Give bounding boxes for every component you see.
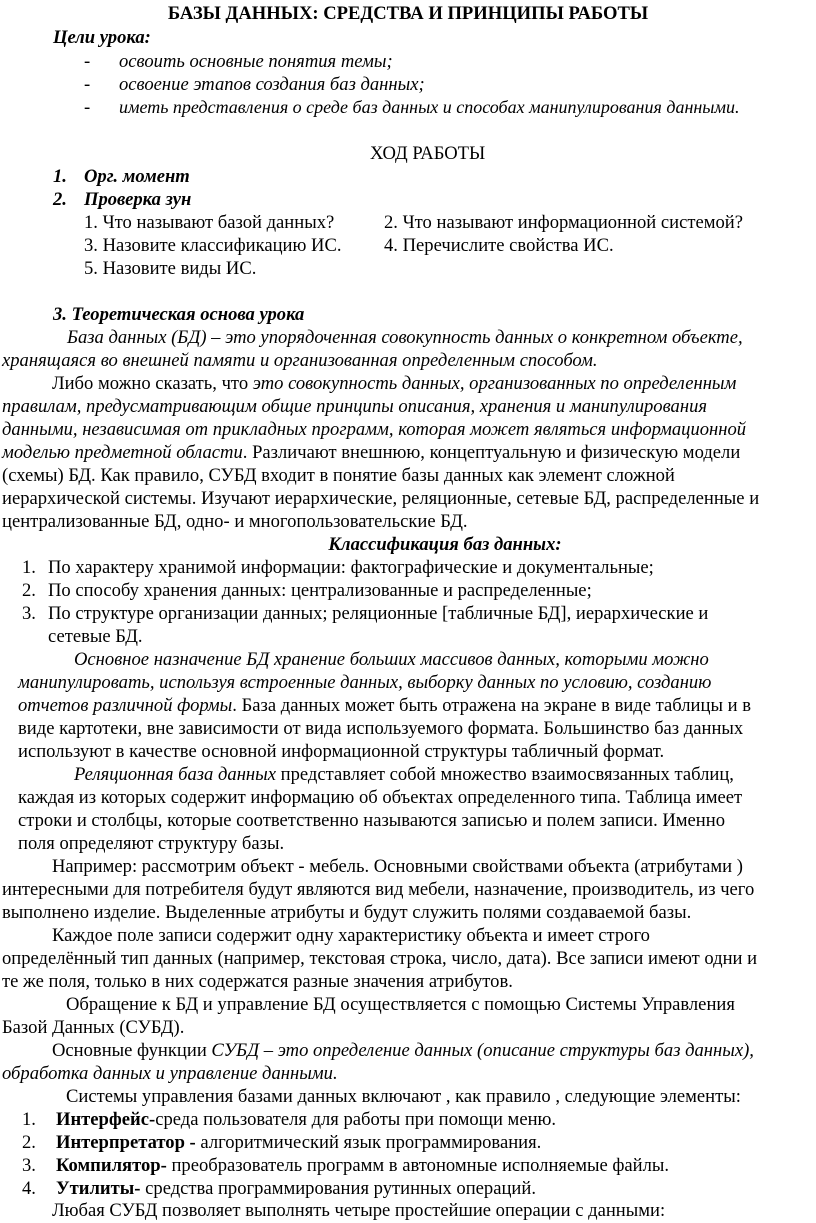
- list-item: [56, 1108, 556, 1132]
- goal-bullet: -: [84, 74, 91, 95]
- paragraph-line: Системы управления базами данных включают , как правило , следующие элементы:: [66, 1086, 741, 1107]
- paragraph-line: Обращение к БД и управление БД осуществляется с помощью Системы Управления: [66, 994, 735, 1015]
- paragraph-line: Каждое поле записи содержит одну характеристику объекта и имеет строго: [52, 925, 650, 946]
- paragraph-line: виде картотеки, вне зависимости от вида используемого формата. Большинство баз данных: [18, 718, 744, 739]
- goal-item: освоить основные понятия темы;: [119, 51, 393, 72]
- text-span: . Различают внешнюю, концептуальную и физическую модели: [242, 442, 741, 463]
- list-item: [56, 1177, 536, 1201]
- list-number: 1.: [22, 557, 36, 578]
- document-title: БАЗЫ ДАННЫХ: СРЕДСТВА И ПРИНЦИПЫ РАБОТЫ: [167, 3, 649, 24]
- goal-bullet: -: [84, 97, 91, 118]
- list-desc: средства программирования рутинных операций.: [145, 1178, 536, 1199]
- list-desc: среда пользователя для работы при помощи меню.: [155, 1109, 557, 1130]
- list-item: По характеру хранимой информации: фактографические и документальные;: [48, 557, 654, 578]
- paragraph-line: те же поля, только в них содержатся разные значения атрибутов.: [2, 971, 513, 992]
- list-number: 3.: [22, 1155, 36, 1176]
- list-term: Интерфейс-: [56, 1109, 156, 1130]
- paragraph-line: выполнено изделие. Выделенные атрибуты и будут служить полями создаваемой базы.: [2, 902, 692, 923]
- list-term: Интерпретатор -: [56, 1132, 201, 1153]
- text-span: моделью предметной области: [2, 442, 243, 463]
- list-item: [56, 1131, 541, 1155]
- list-number: 2.: [22, 580, 36, 601]
- list-item: [56, 1154, 669, 1178]
- list-number: 1.: [22, 1109, 36, 1130]
- question-item: 2. Что называют информационной системой?: [384, 212, 744, 233]
- list-item: По способу хранения данных: централизованные и распределенные;: [48, 580, 592, 601]
- list-item-continuation: сетевые БД.: [48, 626, 143, 647]
- paragraph-line: иерархической системы. Изучают иерархические, реляционные, сетевые БД, распределенные и: [2, 488, 760, 509]
- paragraph-line: поля определяют структуру базы.: [18, 833, 285, 854]
- goal-item: иметь представления о среде баз данных и способах манипулирования данными.: [119, 97, 740, 117]
- list-number: 4.: [22, 1178, 36, 1199]
- paragraph-line: [52, 372, 736, 396]
- paragraph-line: интересными для потребителя будут являются вид мебели, назначение, производитель, из чего: [2, 879, 755, 900]
- question-item: 3. Назовите классификацию ИС.: [84, 235, 342, 256]
- question-item: 1. Что называют базой данных?: [84, 212, 335, 233]
- paragraph-line: централизованные БД, одно- и многопользовательские БД.: [2, 511, 468, 532]
- list-desc: алгоритмический язык программирования.: [200, 1132, 542, 1153]
- step-label: Орг. момент: [84, 166, 190, 187]
- paragraph-line: [18, 694, 751, 718]
- definition-line: База данных (БД) – это упорядоченная совокупность данных о конкретном объекте,: [67, 327, 743, 348]
- paragraph-line: [74, 763, 734, 787]
- step-number: 2.: [53, 189, 67, 210]
- text-span: Либо можно сказать, что: [52, 373, 253, 394]
- paragraph-line: используют в качестве основной информационной структуры табличный формат.: [18, 741, 665, 762]
- goal-bullet: -: [84, 51, 91, 72]
- paragraph-line: определённый тип данных (например, текстовая строка, число, дата). Все записи имеют одни и: [2, 948, 758, 969]
- step-number: 1.: [53, 166, 67, 187]
- list-item: По структуре организации данных; реляционные [табличные БД], иерархические и: [48, 603, 709, 624]
- list-number: 2.: [22, 1132, 36, 1153]
- paragraph-line: манипулировать, используя встроенные данных, выборку данных по условию, созданию: [18, 672, 712, 693]
- question-item: 5. Назовите виды ИС.: [84, 258, 257, 279]
- text-span: отчетов различной формы: [18, 695, 233, 716]
- step-label: Проверка зун: [84, 189, 192, 210]
- paragraph-line: обработка данных и управление данными.: [2, 1063, 338, 1084]
- text-span: СУБД – это определение данных (описание структуры баз данных),: [211, 1040, 754, 1061]
- paragraph-line: Базой Данных (СУБД).: [2, 1017, 185, 1038]
- paragraph-line: строки и столбцы, которые соответственно называются записью и полем записи. Именно: [18, 810, 726, 831]
- text-span: Основные функции: [52, 1040, 212, 1061]
- paragraph-line: Любая СУБД позволяет выполнять четыре простейшие операции с данными:: [52, 1200, 666, 1221]
- paragraph-line: Например: рассмотрим объект - мебель. Основными свойствами объекта (атрибутами ): [52, 856, 743, 877]
- text-span: это совокупность данных, организованных по определенным: [252, 373, 737, 394]
- goal-item: освоение этапов создания баз данных;: [119, 74, 425, 95]
- text-span: . База данных может быть отражена на экране в виде таблицы и в: [232, 695, 751, 716]
- goals-heading: Цели урока:: [53, 27, 151, 48]
- paragraph-line: [2, 441, 740, 465]
- paragraph-line: [52, 1039, 754, 1063]
- progress-heading: ХОД РАБОТЫ: [370, 143, 486, 164]
- paragraph-line: (схемы) БД. Как правило, СУБД входит в понятие базы данных как элемент сложной: [2, 465, 675, 486]
- paragraph-line: данными, независимая от прикладных программ, которая может являться информационной: [2, 419, 747, 440]
- text-span: Реляционная база данных: [74, 764, 276, 785]
- list-number: 3.: [22, 603, 36, 624]
- theory-heading: 3. Теоретическая основа урока: [53, 304, 305, 325]
- classification-heading: Классификация баз данных:: [328, 534, 562, 555]
- list-term: Компилятор-: [56, 1155, 172, 1176]
- text-span: представляет собой множество взаимосвязанных таблиц,: [276, 764, 734, 785]
- question-item: 4. Перечислите свойства ИС.: [384, 235, 614, 256]
- paragraph-line: каждая из которых содержит информацию об объектах определенного типа. Таблица имеет: [18, 787, 743, 808]
- paragraph-line: Основное назначение БД хранение больших массивов данных, которыми можно: [74, 649, 709, 670]
- paragraph-line: правилам, предусматривающим общие принципы описания, хранения и манипулирования: [2, 396, 708, 417]
- list-term: Утилиты-: [56, 1178, 146, 1199]
- definition-line: хранящаяся во внешней памяти и организованная определенным способом.: [2, 350, 598, 371]
- list-desc: преобразователь программ в автономные исполняемые файлы.: [171, 1155, 670, 1176]
